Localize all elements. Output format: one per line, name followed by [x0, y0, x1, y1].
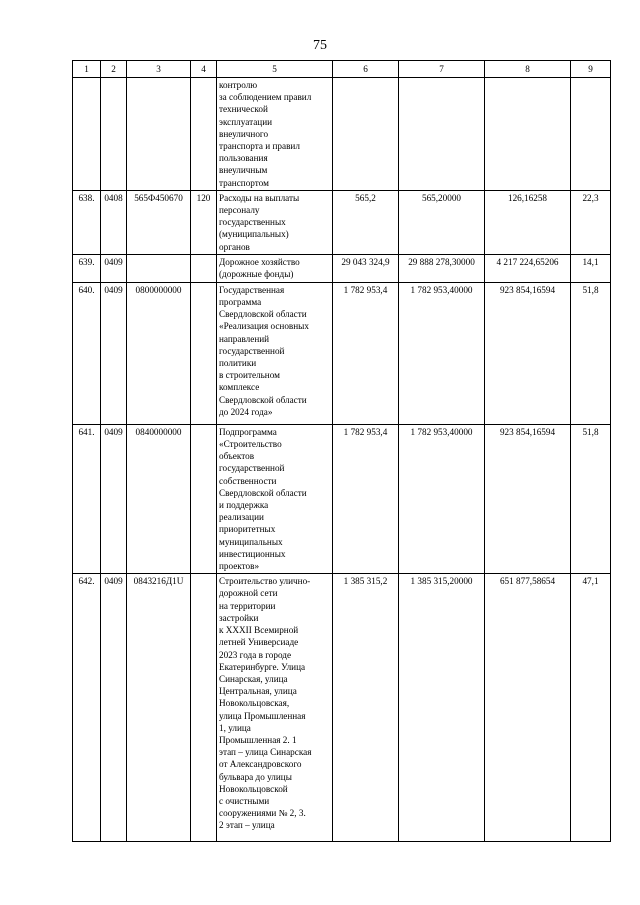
col-header-8: 8 — [485, 61, 571, 78]
execution-percent: 14,1 — [571, 254, 611, 282]
section-code: 0409 — [101, 424, 127, 573]
expense-name-line: направлений — [219, 333, 270, 344]
executed-amount — [485, 78, 571, 191]
planned-amount: 1 782 953,4 — [333, 424, 399, 573]
expense-name-line: Синарская, улица — [219, 673, 288, 684]
expense-name-line: до 2024 года» — [219, 406, 273, 417]
approved-amount: 565,20000 — [399, 190, 485, 254]
expense-name-line: застройки — [219, 612, 259, 623]
expense-name-line: инвестиционных — [219, 548, 286, 559]
expense-name-line: муниципальных — [219, 536, 283, 547]
expense-name-line: 1, улица — [219, 722, 251, 733]
expense-name-line: (дорожные фонды) — [219, 269, 294, 280]
expense-name-line: 2 этап – улица — [219, 820, 275, 831]
table-row — [73, 190, 611, 254]
expense-name-line: Государственная — [219, 284, 285, 295]
expense-name-line: Подпрограмма — [219, 426, 277, 437]
expense-name-line: (муниципальных) — [219, 229, 289, 240]
expense-name — [217, 574, 333, 842]
expense-name-line: проектов» — [219, 561, 260, 572]
expense-type — [191, 254, 217, 282]
expense-name-line: Дорожное хозяйство — [219, 256, 300, 267]
section-code: 0409 — [101, 282, 127, 424]
target-code: 0840000000 — [127, 424, 191, 573]
executed-amount: 923 854,16594 — [485, 424, 571, 573]
expense-name-line: сооружениями № 2, 3. — [219, 808, 306, 819]
expense-name-line: внеуличного — [219, 128, 269, 139]
expense-name-line: «Реализация основных — [219, 321, 309, 332]
execution-percent: 51,8 — [571, 282, 611, 424]
expense-name-line: Строительство улично- — [219, 576, 311, 587]
expense-name-line: контролю — [219, 80, 258, 90]
expense-name — [217, 254, 333, 282]
expense-name-line: Центральная, улица — [219, 686, 297, 697]
target-code: 565Ф450670 — [127, 190, 191, 254]
expense-name-line: транспорта и правил — [219, 141, 300, 152]
row-number — [73, 78, 101, 191]
expense-name-line: на территории — [219, 600, 276, 611]
table-row — [73, 424, 611, 573]
approved-amount: 1 782 953,40000 — [399, 282, 485, 424]
planned-amount: 565,2 — [333, 190, 399, 254]
execution-percent: 22,3 — [571, 190, 611, 254]
expense-name-line: государственной — [219, 345, 285, 356]
target-code: 0800000000 — [127, 282, 191, 424]
col-header-6: 6 — [333, 61, 399, 78]
expense-name-line: собственности — [219, 475, 277, 486]
expense-name-line: за соблюдением правил — [219, 92, 312, 103]
budget-table — [72, 60, 611, 842]
expense-name-line: политики — [219, 358, 257, 369]
expense-name-line: и поддержка — [219, 500, 269, 511]
expense-name-line: Новокольцовской — [219, 783, 288, 794]
expense-name — [217, 424, 333, 573]
expense-name-line: комплексе — [219, 382, 260, 393]
executed-amount: 923 854,16594 — [485, 282, 571, 424]
executed-amount: 651 877,58654 — [485, 574, 571, 842]
expense-name-line: объектов — [219, 451, 255, 462]
expense-name-line: Новокольцовская, — [219, 698, 290, 709]
target-code — [127, 254, 191, 282]
expense-name-line: эксплуатации — [219, 116, 273, 127]
row-number: 638. — [73, 190, 101, 254]
execution-percent: 51,8 — [571, 424, 611, 573]
planned-amount — [333, 78, 399, 191]
expense-type — [191, 78, 217, 191]
expense-name-line: Свердловской области — [219, 394, 307, 405]
expense-name-line: «Строительство — [219, 439, 282, 450]
expense-name — [217, 78, 333, 191]
expense-name-line: внеуличным — [219, 165, 268, 176]
expense-name-line: персоналу — [219, 205, 260, 216]
expense-name-line: Промышленная 2. 1 — [219, 734, 297, 745]
page-number: 75 — [313, 38, 327, 53]
expense-name-line: Расходы на выплаты — [219, 192, 300, 203]
section-code: 0408 — [101, 190, 127, 254]
section-code — [101, 78, 127, 191]
table-row — [73, 78, 611, 191]
approved-amount: 29 888 278,30000 — [399, 254, 485, 282]
col-header-4: 4 — [191, 61, 217, 78]
expense-name-line: государственных — [219, 217, 286, 228]
expense-name-line: в строительном — [219, 370, 280, 381]
col-header-1: 1 — [73, 61, 101, 78]
expense-type — [191, 574, 217, 842]
expense-name-line: приоритетных — [219, 524, 276, 535]
executed-amount: 126,16258 — [485, 190, 571, 254]
expense-name-line: улица Промышленная — [219, 710, 306, 721]
section-code: 0409 — [101, 574, 127, 842]
section-code: 0409 — [101, 254, 127, 282]
expense-name-line: 2023 года в городе — [219, 649, 292, 660]
expense-name-line: Свердловской области — [219, 487, 307, 498]
execution-percent — [571, 78, 611, 191]
expense-name — [217, 282, 333, 424]
expense-name-line: этап – улица Синарская — [219, 747, 312, 758]
table-row — [73, 254, 611, 282]
expense-name-line: летней Универсиаде — [219, 637, 299, 648]
planned-amount: 1 385 315,2 — [333, 574, 399, 842]
expense-name-line: дорожной сети — [219, 588, 278, 599]
expense-type: 120 — [191, 190, 217, 254]
execution-percent: 47,1 — [571, 574, 611, 842]
expense-type — [191, 282, 217, 424]
col-header-9: 9 — [571, 61, 611, 78]
approved-amount: 1 782 953,40000 — [399, 424, 485, 573]
expense-name-line: Екатеринбурге. Улица — [219, 661, 306, 672]
row-number: 639. — [73, 254, 101, 282]
expense-name — [217, 190, 333, 254]
expense-name-line: бульвара до улицы — [219, 771, 292, 782]
expense-name-line: пользования — [219, 153, 268, 164]
table-row — [73, 282, 611, 424]
approved-amount: 1 385 315,20000 — [399, 574, 485, 842]
row-number: 640. — [73, 282, 101, 424]
target-code: 0843216Д1U — [127, 574, 191, 842]
row-number: 641. — [73, 424, 101, 573]
expense-name-line: к XXXII Всемирной — [219, 625, 299, 636]
col-header-2: 2 — [101, 61, 127, 78]
table-row — [73, 574, 611, 842]
expense-name-line: программа — [219, 297, 262, 308]
expense-name-line: от Александровского — [219, 759, 302, 770]
expense-name-line: технической — [219, 104, 268, 115]
expense-name-line: Свердловской области — [219, 309, 307, 320]
col-header-5: 5 — [217, 61, 333, 78]
row-number: 642. — [73, 574, 101, 842]
executed-amount: 4 217 224,65206 — [485, 254, 571, 282]
expense-type — [191, 424, 217, 573]
planned-amount: 29 043 324,9 — [333, 254, 399, 282]
expense-name-line: органов — [219, 241, 250, 252]
expense-name-line: транспортом — [219, 177, 269, 188]
expense-name-line: государственной — [219, 463, 285, 474]
table-body — [73, 78, 611, 842]
target-code — [127, 78, 191, 191]
approved-amount — [399, 78, 485, 191]
col-header-3: 3 — [127, 61, 191, 78]
header-row — [73, 61, 611, 78]
planned-amount: 1 782 953,4 — [333, 282, 399, 424]
col-header-7: 7 — [399, 61, 485, 78]
expense-name-line: с очистными — [219, 795, 270, 806]
expense-name-line: реализации — [219, 512, 264, 523]
